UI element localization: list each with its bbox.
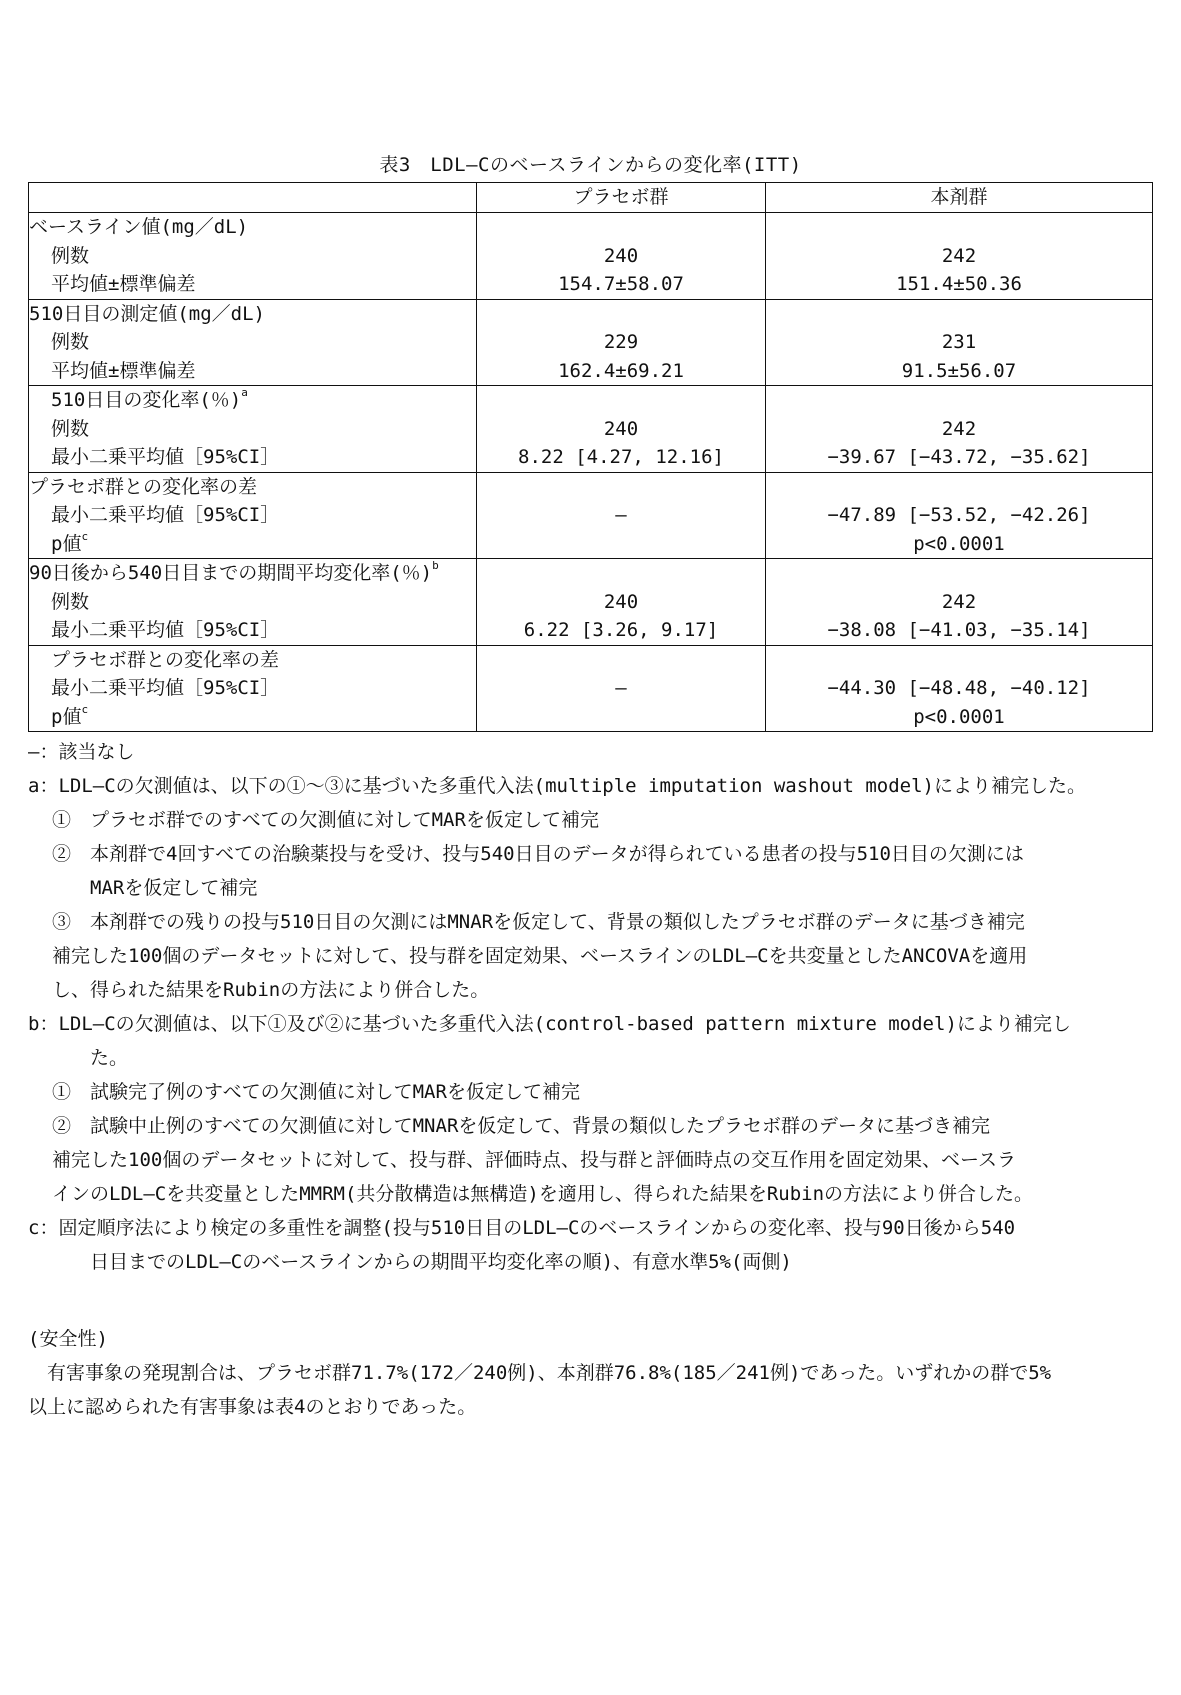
p-value-label: p値 [51,705,82,728]
drug-cell [766,472,1153,559]
row-label [29,559,477,646]
cell-line: 231 [941,331,977,353]
cell-line: −38.08 [−41.03, −35.14] [827,619,1091,641]
cell-line [477,646,765,675]
placebo-cell [477,559,766,646]
row-heading: 510日目の測定値(mg／dL) [29,302,265,325]
table-header-row [29,183,1153,213]
cell-line [766,300,1152,329]
cell-line: 229 [603,331,639,353]
row-sublabel: 平均値±標準偏差 [51,273,196,295]
cell-line [477,473,765,502]
footnote-marker: b [432,559,439,572]
cell-line: 91.5±56.07 [901,359,1017,382]
cell-line [477,213,765,242]
cell-line: ― [615,504,627,526]
placebo-cell [477,299,766,386]
cell-line [766,559,1152,588]
drug-cell [766,299,1153,386]
drug-cell [766,645,1153,732]
table-row [29,299,1153,386]
drug-cell [766,386,1153,473]
cell-line: 154.7±58.07 [558,273,684,295]
cell-line: 240 [603,244,639,267]
table-row [29,386,1153,473]
footnote-b-summary-1: 補完した100個のデータセットに対して、投与群、評価時点、投与群と評価時点の交互作用を固定効果、ベースラ [52,1149,1016,1171]
footnote-marker: c [81,702,89,716]
footnote-a-summary-1: 補完した100個のデータセットに対して、投与群を固定効果、ベースラインのLDL―Cを共変量としたANCOVAを適用 [52,945,1028,967]
cell-line: 240 [603,590,639,613]
cell-line: −44.30 [−48.48, −40.12] [827,677,1091,699]
row-label [29,213,477,300]
cell-line: 242 [941,417,977,440]
cell-line: p<0.0001 [913,705,1005,728]
table-row [29,213,1153,300]
footnote-c: c：固定順序法により検定の多重性を調整(投与510日目のLDL―Cのベースラインからの変化率、投与90日後から540 [28,1217,1016,1239]
table-row [29,472,1153,559]
footnote-marker: c [81,529,89,543]
cell-line [766,213,1152,242]
cell-line [477,530,765,559]
cell-line [766,646,1152,675]
footnote-b-cont: た。 [90,1047,129,1069]
cell-line [477,559,765,588]
row-sublabel: 例数 [51,417,90,440]
footnote-a-summary-2: し、得られた結果をRubinの方法により併合した。 [52,979,490,1001]
safety-paragraph-line-2: 以上に認められた有害事象は表4のとおりであった。 [28,1396,477,1418]
cell-line: ― [615,677,627,699]
cell-line: −39.67 [−43.72, −35.62] [827,446,1091,468]
row-sublabel [29,530,476,559]
row-heading-text: 90日後から540日目までの期間平均変化率(％) [29,562,433,584]
row-label [29,472,477,559]
cell-line [766,386,1152,415]
footnote-a-item-2: ② 本剤群で4回すべての治験薬投与を受け、投与540日目のデータが得られている患者の投与510日目の欠測には [52,843,1024,865]
footnote-marker: a [241,386,248,399]
cell-line: 240 [603,417,639,440]
row-label [29,645,477,732]
cell-line: p<0.0001 [913,532,1005,555]
row-label [29,386,477,473]
row-sublabel: 例数 [51,244,90,267]
header-label [29,183,477,213]
table-row [29,645,1153,732]
footnote-b-summary-2: インのLDL―Cを共変量としたMMRM(共分散構造は無構造)を適用し、得られた結果をRubinの方法により併合した。 [52,1183,1034,1205]
footnote-dash: ―：該当なし [28,741,135,763]
safety-heading: (安全性) [28,1328,108,1350]
row-heading [29,559,476,588]
p-value-label: p値 [51,532,82,555]
row-heading: プラセボ群との変化率の差 [51,648,280,671]
cell-line: 151.4±50.36 [896,273,1022,295]
row-sublabel: 最小二乗平均値［95%CI］ [51,619,280,641]
row-sublabel: 最小二乗平均値［95%CI］ [51,677,280,699]
placebo-cell [477,472,766,559]
row-label [29,299,477,386]
placebo-cell [477,645,766,732]
table-row [29,559,1153,646]
row-heading: プラセボ群との変化率の差 [29,475,258,498]
safety-section [28,1322,1158,1424]
table-title: 表3 LDL―Cのベースラインからの変化率(ITT) [379,154,802,176]
footnote-b-item-2: ② 試験中止例のすべての欠測値に対してMNARを仮定して、背景の類似したプラセボ群のデータに基づき補完 [52,1115,990,1137]
footnotes [28,735,1158,1279]
footnote-a-item-1: ① プラセボ群でのすべての欠測値に対してMARを仮定して補完 [52,809,599,831]
footnote-b: b：LDL―Cの欠測値は、以下①及び②に基づいた多重代入法(control‑based pattern mixture model)により補完し [28,1013,1071,1035]
cell-line: 242 [941,244,977,267]
row-sublabel: 最小二乗平均値［95%CI］ [51,446,280,468]
cell-line [477,386,765,415]
cell-line [766,473,1152,502]
placebo-cell [477,213,766,300]
row-sublabel: 平均値±標準偏差 [51,359,196,382]
footnote-a: a：LDL―Cの欠測値は、以下の①～③に基づいた多重代入法(multiple imputation washout model)により補完した。 [28,775,1086,797]
drug-cell [766,213,1153,300]
placebo-cell [477,386,766,473]
row-heading: ベースライン値(mg／dL) [29,216,249,238]
footnote-b-item-1: ① 試験完了例のすべての欠測値に対してMARを仮定して補完 [52,1081,580,1103]
footnote-a-item-3: ③ 本剤群での残りの投与510日目の欠測にはMNARを仮定して、背景の類似したプラセボ群のデータに基づき補完 [52,911,1025,933]
footnote-a-item-2-cont: MARを仮定して補完 [90,877,258,899]
row-heading [29,386,476,415]
header-placebo: プラセボ群 [477,183,766,213]
cell-line: 8.22 [4.27, 12.16] [518,446,724,468]
row-sublabel: 例数 [51,331,90,353]
row-sublabel: 例数 [51,590,90,613]
cell-line [477,703,765,732]
row-heading-text: 510日目の変化率(％) [51,389,242,411]
cell-line: 6.22 [3.26, 9.17] [523,619,719,641]
cell-line: −47.89 [−53.52, −42.26] [827,504,1091,526]
ldl-change-table [28,182,1153,732]
footnote-c-cont: 日目までのLDL―Cのベースラインからの期間平均変化率の順)、有意水準5%(両側) [90,1251,792,1273]
row-sublabel: 最小二乗平均値［95%CI］ [51,504,280,526]
cell-line: 242 [941,590,977,613]
header-drug: 本剤群 [766,183,1153,213]
cell-line: 162.4±69.21 [558,359,684,382]
safety-paragraph-line-1: 有害事象の発現割合は、プラセボ群71.7%(172／240例)、本剤群76.8%(185／241例)であった。いずれかの群で5% [28,1362,1052,1384]
row-sublabel [29,703,476,732]
drug-cell [766,559,1153,646]
cell-line [477,300,765,329]
